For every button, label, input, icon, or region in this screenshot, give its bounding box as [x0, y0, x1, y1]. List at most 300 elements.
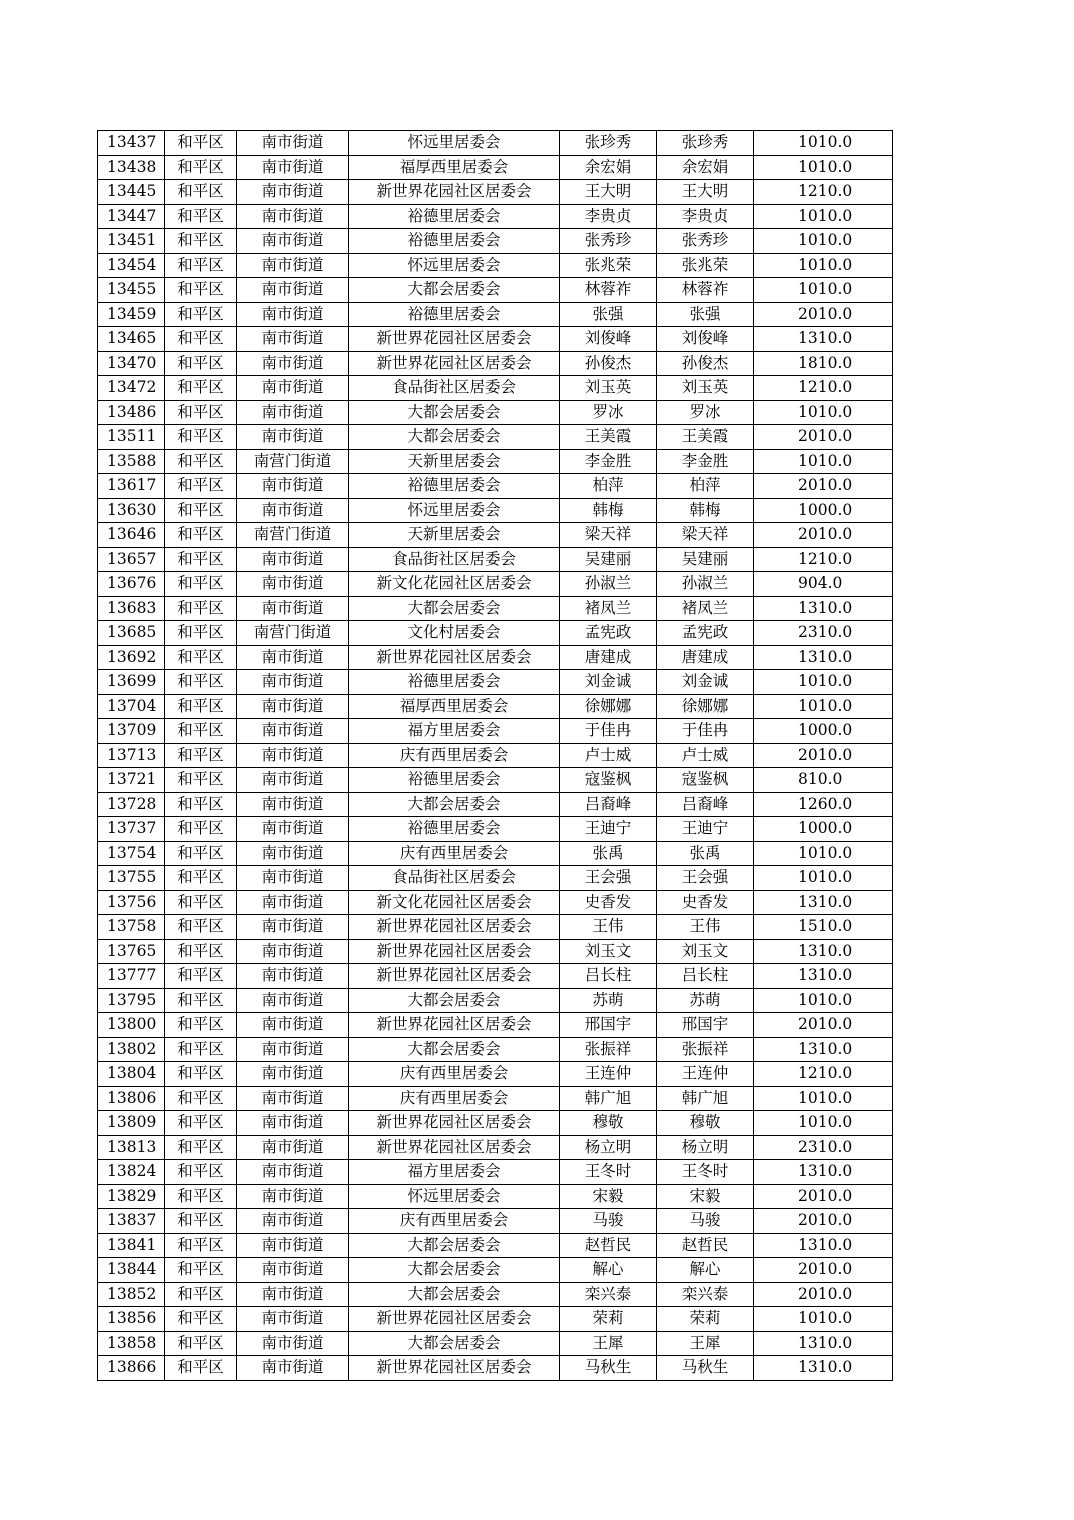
amount-cell: 1010.0 [754, 278, 893, 303]
district-cell: 和平区 [165, 621, 237, 646]
name-cell: 王伟 [560, 915, 657, 940]
district-cell: 和平区 [165, 1135, 237, 1160]
district-cell: 和平区 [165, 1184, 237, 1209]
record-id-cell: 13455 [98, 278, 165, 303]
street-cell: 南市街道 [237, 498, 349, 523]
name-cell: 张振祥 [560, 1037, 657, 1062]
committee-cell: 新世界花园社区居委会 [349, 327, 560, 352]
street-cell: 南市街道 [237, 1135, 349, 1160]
amount-cell: 1000.0 [754, 817, 893, 842]
name-cell: 余宏娟 [657, 155, 754, 180]
name-cell: 唐建成 [657, 645, 754, 670]
street-cell: 南市街道 [237, 670, 349, 695]
table-row [98, 425, 893, 450]
committee-cell: 大都会居委会 [349, 400, 560, 425]
district-cell: 和平区 [165, 180, 237, 205]
committee-cell: 裕德里居委会 [349, 768, 560, 793]
street-cell: 南市街道 [237, 890, 349, 915]
record-id-cell: 13646 [98, 523, 165, 548]
record-id-cell: 13813 [98, 1135, 165, 1160]
amount-cell: 2310.0 [754, 621, 893, 646]
district-cell: 和平区 [165, 425, 237, 450]
district-cell: 和平区 [165, 596, 237, 621]
street-cell: 南市街道 [237, 1062, 349, 1087]
amount-cell: 1010.0 [754, 449, 893, 474]
record-id-cell: 13683 [98, 596, 165, 621]
district-cell: 和平区 [165, 1282, 237, 1307]
street-cell: 南市街道 [237, 572, 349, 597]
name-cell: 王犀 [560, 1331, 657, 1356]
street-cell: 南市街道 [237, 866, 349, 891]
street-cell: 南市街道 [237, 376, 349, 401]
name-cell: 张兆荣 [560, 253, 657, 278]
record-id-cell: 13472 [98, 376, 165, 401]
committee-cell: 怀远里居委会 [349, 253, 560, 278]
committee-cell: 新世界花园社区居委会 [349, 1135, 560, 1160]
district-cell: 和平区 [165, 1086, 237, 1111]
district-cell: 和平区 [165, 351, 237, 376]
district-cell: 和平区 [165, 841, 237, 866]
street-cell: 南营门街道 [237, 621, 349, 646]
name-cell: 唐建成 [560, 645, 657, 670]
record-id-cell: 13459 [98, 302, 165, 327]
district-cell: 和平区 [165, 253, 237, 278]
name-cell: 孟宪政 [560, 621, 657, 646]
committee-cell: 天新里居委会 [349, 449, 560, 474]
amount-cell: 1310.0 [754, 1160, 893, 1185]
table-row [98, 768, 893, 793]
record-id-cell: 13447 [98, 204, 165, 229]
table-row [98, 1282, 893, 1307]
table-row [98, 1013, 893, 1038]
district-cell: 和平区 [165, 743, 237, 768]
table-row [98, 1037, 893, 1062]
amount-cell: 2310.0 [754, 1135, 893, 1160]
amount-cell: 904.0 [754, 572, 893, 597]
amount-cell: 2010.0 [754, 474, 893, 499]
amount-cell: 1310.0 [754, 327, 893, 352]
name-cell: 邢国宇 [560, 1013, 657, 1038]
table-row [98, 1160, 893, 1185]
street-cell: 南市街道 [237, 1160, 349, 1185]
committee-cell: 怀远里居委会 [349, 131, 560, 156]
street-cell: 南市街道 [237, 596, 349, 621]
committee-cell: 庆有西里居委会 [349, 1086, 560, 1111]
amount-cell: 1510.0 [754, 915, 893, 940]
table-row [98, 817, 893, 842]
district-cell: 和平区 [165, 1160, 237, 1185]
committee-cell: 新世界花园社区居委会 [349, 964, 560, 989]
record-id-cell: 13809 [98, 1111, 165, 1136]
amount-cell: 1010.0 [754, 400, 893, 425]
committee-cell: 新世界花园社区居委会 [349, 915, 560, 940]
amount-cell: 1010.0 [754, 988, 893, 1013]
name-cell: 张兆荣 [657, 253, 754, 278]
district-cell: 和平区 [165, 890, 237, 915]
record-id-cell: 13451 [98, 229, 165, 254]
name-cell: 解心 [560, 1258, 657, 1283]
district-cell: 和平区 [165, 964, 237, 989]
name-cell: 林蓉祚 [560, 278, 657, 303]
name-cell: 赵哲民 [560, 1233, 657, 1258]
committee-cell: 新世界花园社区居委会 [349, 939, 560, 964]
name-cell: 王会强 [560, 866, 657, 891]
district-cell: 和平区 [165, 1013, 237, 1038]
district-cell: 和平区 [165, 792, 237, 817]
amount-cell: 1010.0 [754, 1086, 893, 1111]
table-row [98, 449, 893, 474]
table-row [98, 498, 893, 523]
name-cell: 王迪宁 [560, 817, 657, 842]
amount-cell: 1210.0 [754, 547, 893, 572]
table-row [98, 400, 893, 425]
street-cell: 南市街道 [237, 915, 349, 940]
name-cell: 李贵贞 [560, 204, 657, 229]
table-row [98, 596, 893, 621]
amount-cell: 1010.0 [754, 694, 893, 719]
table-row [98, 302, 893, 327]
district-cell: 和平区 [165, 204, 237, 229]
name-cell: 王连仲 [657, 1062, 754, 1087]
record-id-cell: 13802 [98, 1037, 165, 1062]
district-cell: 和平区 [165, 645, 237, 670]
record-id-cell: 13858 [98, 1331, 165, 1356]
district-cell: 和平区 [165, 817, 237, 842]
name-cell: 王美霞 [657, 425, 754, 450]
name-cell: 孙俊杰 [657, 351, 754, 376]
record-id-cell: 13852 [98, 1282, 165, 1307]
street-cell: 南市街道 [237, 1184, 349, 1209]
committee-cell: 新世界花园社区居委会 [349, 1356, 560, 1381]
amount-cell: 2010.0 [754, 523, 893, 548]
district-cell: 和平区 [165, 523, 237, 548]
district-cell: 和平区 [165, 1356, 237, 1381]
committee-cell: 新世界花园社区居委会 [349, 351, 560, 376]
district-cell: 和平区 [165, 229, 237, 254]
street-cell: 南市街道 [237, 351, 349, 376]
street-cell: 南市街道 [237, 768, 349, 793]
district-cell: 和平区 [165, 572, 237, 597]
street-cell: 南市街道 [237, 1356, 349, 1381]
name-cell: 孙淑兰 [560, 572, 657, 597]
amount-cell: 1010.0 [754, 866, 893, 891]
district-cell: 和平区 [165, 547, 237, 572]
street-cell: 南市街道 [237, 841, 349, 866]
amount-cell: 1310.0 [754, 1331, 893, 1356]
data-table [97, 130, 893, 1381]
committee-cell: 裕德里居委会 [349, 229, 560, 254]
record-id-cell: 13657 [98, 547, 165, 572]
amount-cell: 1210.0 [754, 180, 893, 205]
name-cell: 吕裔峰 [657, 792, 754, 817]
record-id-cell: 13837 [98, 1209, 165, 1234]
amount-cell: 1310.0 [754, 596, 893, 621]
street-cell: 南营门街道 [237, 449, 349, 474]
committee-cell: 大都会居委会 [349, 1331, 560, 1356]
name-cell: 张秀珍 [657, 229, 754, 254]
record-id-cell: 13844 [98, 1258, 165, 1283]
table-row [98, 180, 893, 205]
district-cell: 和平区 [165, 866, 237, 891]
amount-cell: 1310.0 [754, 939, 893, 964]
record-id-cell: 13758 [98, 915, 165, 940]
record-id-cell: 13704 [98, 694, 165, 719]
table-row [98, 1135, 893, 1160]
name-cell: 邢国宇 [657, 1013, 754, 1038]
table-row [98, 351, 893, 376]
name-cell: 刘玉英 [657, 376, 754, 401]
committee-cell: 怀远里居委会 [349, 1184, 560, 1209]
name-cell: 刘金诚 [560, 670, 657, 695]
street-cell: 南市街道 [237, 939, 349, 964]
district-cell: 和平区 [165, 278, 237, 303]
name-cell: 张强 [657, 302, 754, 327]
street-cell: 南营门街道 [237, 523, 349, 548]
name-cell: 卢士威 [657, 743, 754, 768]
record-id-cell: 13856 [98, 1307, 165, 1332]
district-cell: 和平区 [165, 988, 237, 1013]
committee-cell: 庆有西里居委会 [349, 1062, 560, 1087]
name-cell: 孙淑兰 [657, 572, 754, 597]
name-cell: 徐娜娜 [657, 694, 754, 719]
committee-cell: 庆有西里居委会 [349, 841, 560, 866]
street-cell: 南市街道 [237, 400, 349, 425]
street-cell: 南市街道 [237, 253, 349, 278]
name-cell: 马秋生 [657, 1356, 754, 1381]
street-cell: 南市街道 [237, 1307, 349, 1332]
street-cell: 南市街道 [237, 988, 349, 1013]
committee-cell: 天新里居委会 [349, 523, 560, 548]
record-id-cell: 13755 [98, 866, 165, 891]
committee-cell: 裕德里居委会 [349, 670, 560, 695]
district-cell: 和平区 [165, 376, 237, 401]
street-cell: 南市街道 [237, 694, 349, 719]
record-id-cell: 13829 [98, 1184, 165, 1209]
name-cell: 王伟 [657, 915, 754, 940]
name-cell: 于佳冉 [560, 719, 657, 744]
district-cell: 和平区 [165, 327, 237, 352]
committee-cell: 大都会居委会 [349, 1037, 560, 1062]
district-cell: 和平区 [165, 131, 237, 156]
committee-cell: 大都会居委会 [349, 1233, 560, 1258]
district-cell: 和平区 [165, 400, 237, 425]
record-id-cell: 13445 [98, 180, 165, 205]
committee-cell: 庆有西里居委会 [349, 743, 560, 768]
amount-cell: 1010.0 [754, 1111, 893, 1136]
district-cell: 和平区 [165, 1209, 237, 1234]
name-cell: 吕长柱 [657, 964, 754, 989]
record-id-cell: 13465 [98, 327, 165, 352]
district-cell: 和平区 [165, 1307, 237, 1332]
name-cell: 王冬时 [560, 1160, 657, 1185]
district-cell: 和平区 [165, 915, 237, 940]
committee-cell: 新世界花园社区居委会 [349, 1013, 560, 1038]
record-id-cell: 13800 [98, 1013, 165, 1038]
street-cell: 南市街道 [237, 547, 349, 572]
street-cell: 南市街道 [237, 1258, 349, 1283]
name-cell: 刘玉文 [657, 939, 754, 964]
name-cell: 张振祥 [657, 1037, 754, 1062]
name-cell: 吴建丽 [560, 547, 657, 572]
table-row [98, 1209, 893, 1234]
amount-cell: 1310.0 [754, 1356, 893, 1381]
table-row [98, 866, 893, 891]
table-row [98, 327, 893, 352]
committee-cell: 新世界花园社区居委会 [349, 1307, 560, 1332]
name-cell: 刘玉文 [560, 939, 657, 964]
record-id-cell: 13795 [98, 988, 165, 1013]
name-cell: 张珍秀 [657, 131, 754, 156]
committee-cell: 新世界花园社区居委会 [349, 1111, 560, 1136]
district-cell: 和平区 [165, 1331, 237, 1356]
district-cell: 和平区 [165, 768, 237, 793]
street-cell: 南市街道 [237, 645, 349, 670]
amount-cell: 2010.0 [754, 1184, 893, 1209]
committee-cell: 裕德里居委会 [349, 302, 560, 327]
name-cell: 寇鉴枫 [560, 768, 657, 793]
record-id-cell: 13841 [98, 1233, 165, 1258]
record-id-cell: 13709 [98, 719, 165, 744]
record-id-cell: 13438 [98, 155, 165, 180]
record-id-cell: 13866 [98, 1356, 165, 1381]
record-id-cell: 13437 [98, 131, 165, 156]
name-cell: 史香发 [657, 890, 754, 915]
name-cell: 解心 [657, 1258, 754, 1283]
name-cell: 徐娜娜 [560, 694, 657, 719]
committee-cell: 福厚西里居委会 [349, 694, 560, 719]
name-cell: 刘俊峰 [657, 327, 754, 352]
table-row [98, 939, 893, 964]
table-row [98, 694, 893, 719]
street-cell: 南市街道 [237, 229, 349, 254]
street-cell: 南市街道 [237, 743, 349, 768]
amount-cell: 1010.0 [754, 1307, 893, 1332]
name-cell: 罗冰 [657, 400, 754, 425]
street-cell: 南市街道 [237, 792, 349, 817]
committee-cell: 新文化花园社区居委会 [349, 572, 560, 597]
name-cell: 栾兴泰 [657, 1282, 754, 1307]
record-id-cell: 13765 [98, 939, 165, 964]
street-cell: 南市街道 [237, 278, 349, 303]
record-id-cell: 13676 [98, 572, 165, 597]
committee-cell: 文化村居委会 [349, 621, 560, 646]
table-row [98, 155, 893, 180]
name-cell: 史香发 [560, 890, 657, 915]
district-cell: 和平区 [165, 474, 237, 499]
amount-cell: 1310.0 [754, 1037, 893, 1062]
street-cell: 南市街道 [237, 1086, 349, 1111]
street-cell: 南市街道 [237, 1111, 349, 1136]
name-cell: 卢士威 [560, 743, 657, 768]
name-cell: 王会强 [657, 866, 754, 891]
table-row [98, 204, 893, 229]
amount-cell: 2010.0 [754, 425, 893, 450]
committee-cell: 怀远里居委会 [349, 498, 560, 523]
district-cell: 和平区 [165, 719, 237, 744]
record-id-cell: 13806 [98, 1086, 165, 1111]
table-row [98, 1062, 893, 1087]
committee-cell: 食品街社区居委会 [349, 547, 560, 572]
amount-cell: 1010.0 [754, 229, 893, 254]
record-id-cell: 13777 [98, 964, 165, 989]
table-row [98, 1307, 893, 1332]
street-cell: 南市街道 [237, 1209, 349, 1234]
record-id-cell: 13685 [98, 621, 165, 646]
name-cell: 余宏娟 [560, 155, 657, 180]
name-cell: 李金胜 [657, 449, 754, 474]
name-cell: 寇鉴枫 [657, 768, 754, 793]
table-row [98, 1086, 893, 1111]
name-cell: 杨立明 [657, 1135, 754, 1160]
name-cell: 柏萍 [657, 474, 754, 499]
table-row [98, 621, 893, 646]
name-cell: 张秀珍 [560, 229, 657, 254]
amount-cell: 1210.0 [754, 376, 893, 401]
amount-cell: 2010.0 [754, 1258, 893, 1283]
street-cell: 南市街道 [237, 1037, 349, 1062]
committee-cell: 福方里居委会 [349, 1160, 560, 1185]
name-cell: 梁天祥 [657, 523, 754, 548]
committee-cell: 大都会居委会 [349, 596, 560, 621]
name-cell: 王大明 [560, 180, 657, 205]
record-id-cell: 13756 [98, 890, 165, 915]
table-row [98, 1233, 893, 1258]
table-row [98, 988, 893, 1013]
name-cell: 苏萌 [560, 988, 657, 1013]
street-cell: 南市街道 [237, 474, 349, 499]
record-id-cell: 13630 [98, 498, 165, 523]
amount-cell: 1010.0 [754, 204, 893, 229]
name-cell: 栾兴泰 [560, 1282, 657, 1307]
name-cell: 王犀 [657, 1331, 754, 1356]
name-cell: 柏萍 [560, 474, 657, 499]
name-cell: 穆敬 [657, 1111, 754, 1136]
table-row [98, 278, 893, 303]
amount-cell: 2010.0 [754, 302, 893, 327]
street-cell: 南市街道 [237, 180, 349, 205]
committee-cell: 庆有西里居委会 [349, 1209, 560, 1234]
name-cell: 梁天祥 [560, 523, 657, 548]
name-cell: 韩广旭 [657, 1086, 754, 1111]
record-id-cell: 13754 [98, 841, 165, 866]
name-cell: 吕长柱 [560, 964, 657, 989]
table-row [98, 1356, 893, 1381]
street-cell: 南市街道 [237, 1013, 349, 1038]
amount-cell: 2010.0 [754, 1209, 893, 1234]
table-row [98, 1184, 893, 1209]
district-cell: 和平区 [165, 670, 237, 695]
district-cell: 和平区 [165, 694, 237, 719]
table-row [98, 743, 893, 768]
table-row [98, 229, 893, 254]
name-cell: 吕裔峰 [560, 792, 657, 817]
record-id-cell: 13728 [98, 792, 165, 817]
street-cell: 南市街道 [237, 719, 349, 744]
name-cell: 张珍秀 [560, 131, 657, 156]
record-id-cell: 13804 [98, 1062, 165, 1087]
table-row [98, 792, 893, 817]
district-cell: 和平区 [165, 1037, 237, 1062]
street-cell: 南市街道 [237, 327, 349, 352]
table-row [98, 1258, 893, 1283]
street-cell: 南市街道 [237, 204, 349, 229]
name-cell: 马骏 [560, 1209, 657, 1234]
committee-cell: 裕德里居委会 [349, 204, 560, 229]
record-id-cell: 13617 [98, 474, 165, 499]
amount-cell: 1000.0 [754, 719, 893, 744]
record-id-cell: 13713 [98, 743, 165, 768]
table-body [98, 131, 893, 1381]
